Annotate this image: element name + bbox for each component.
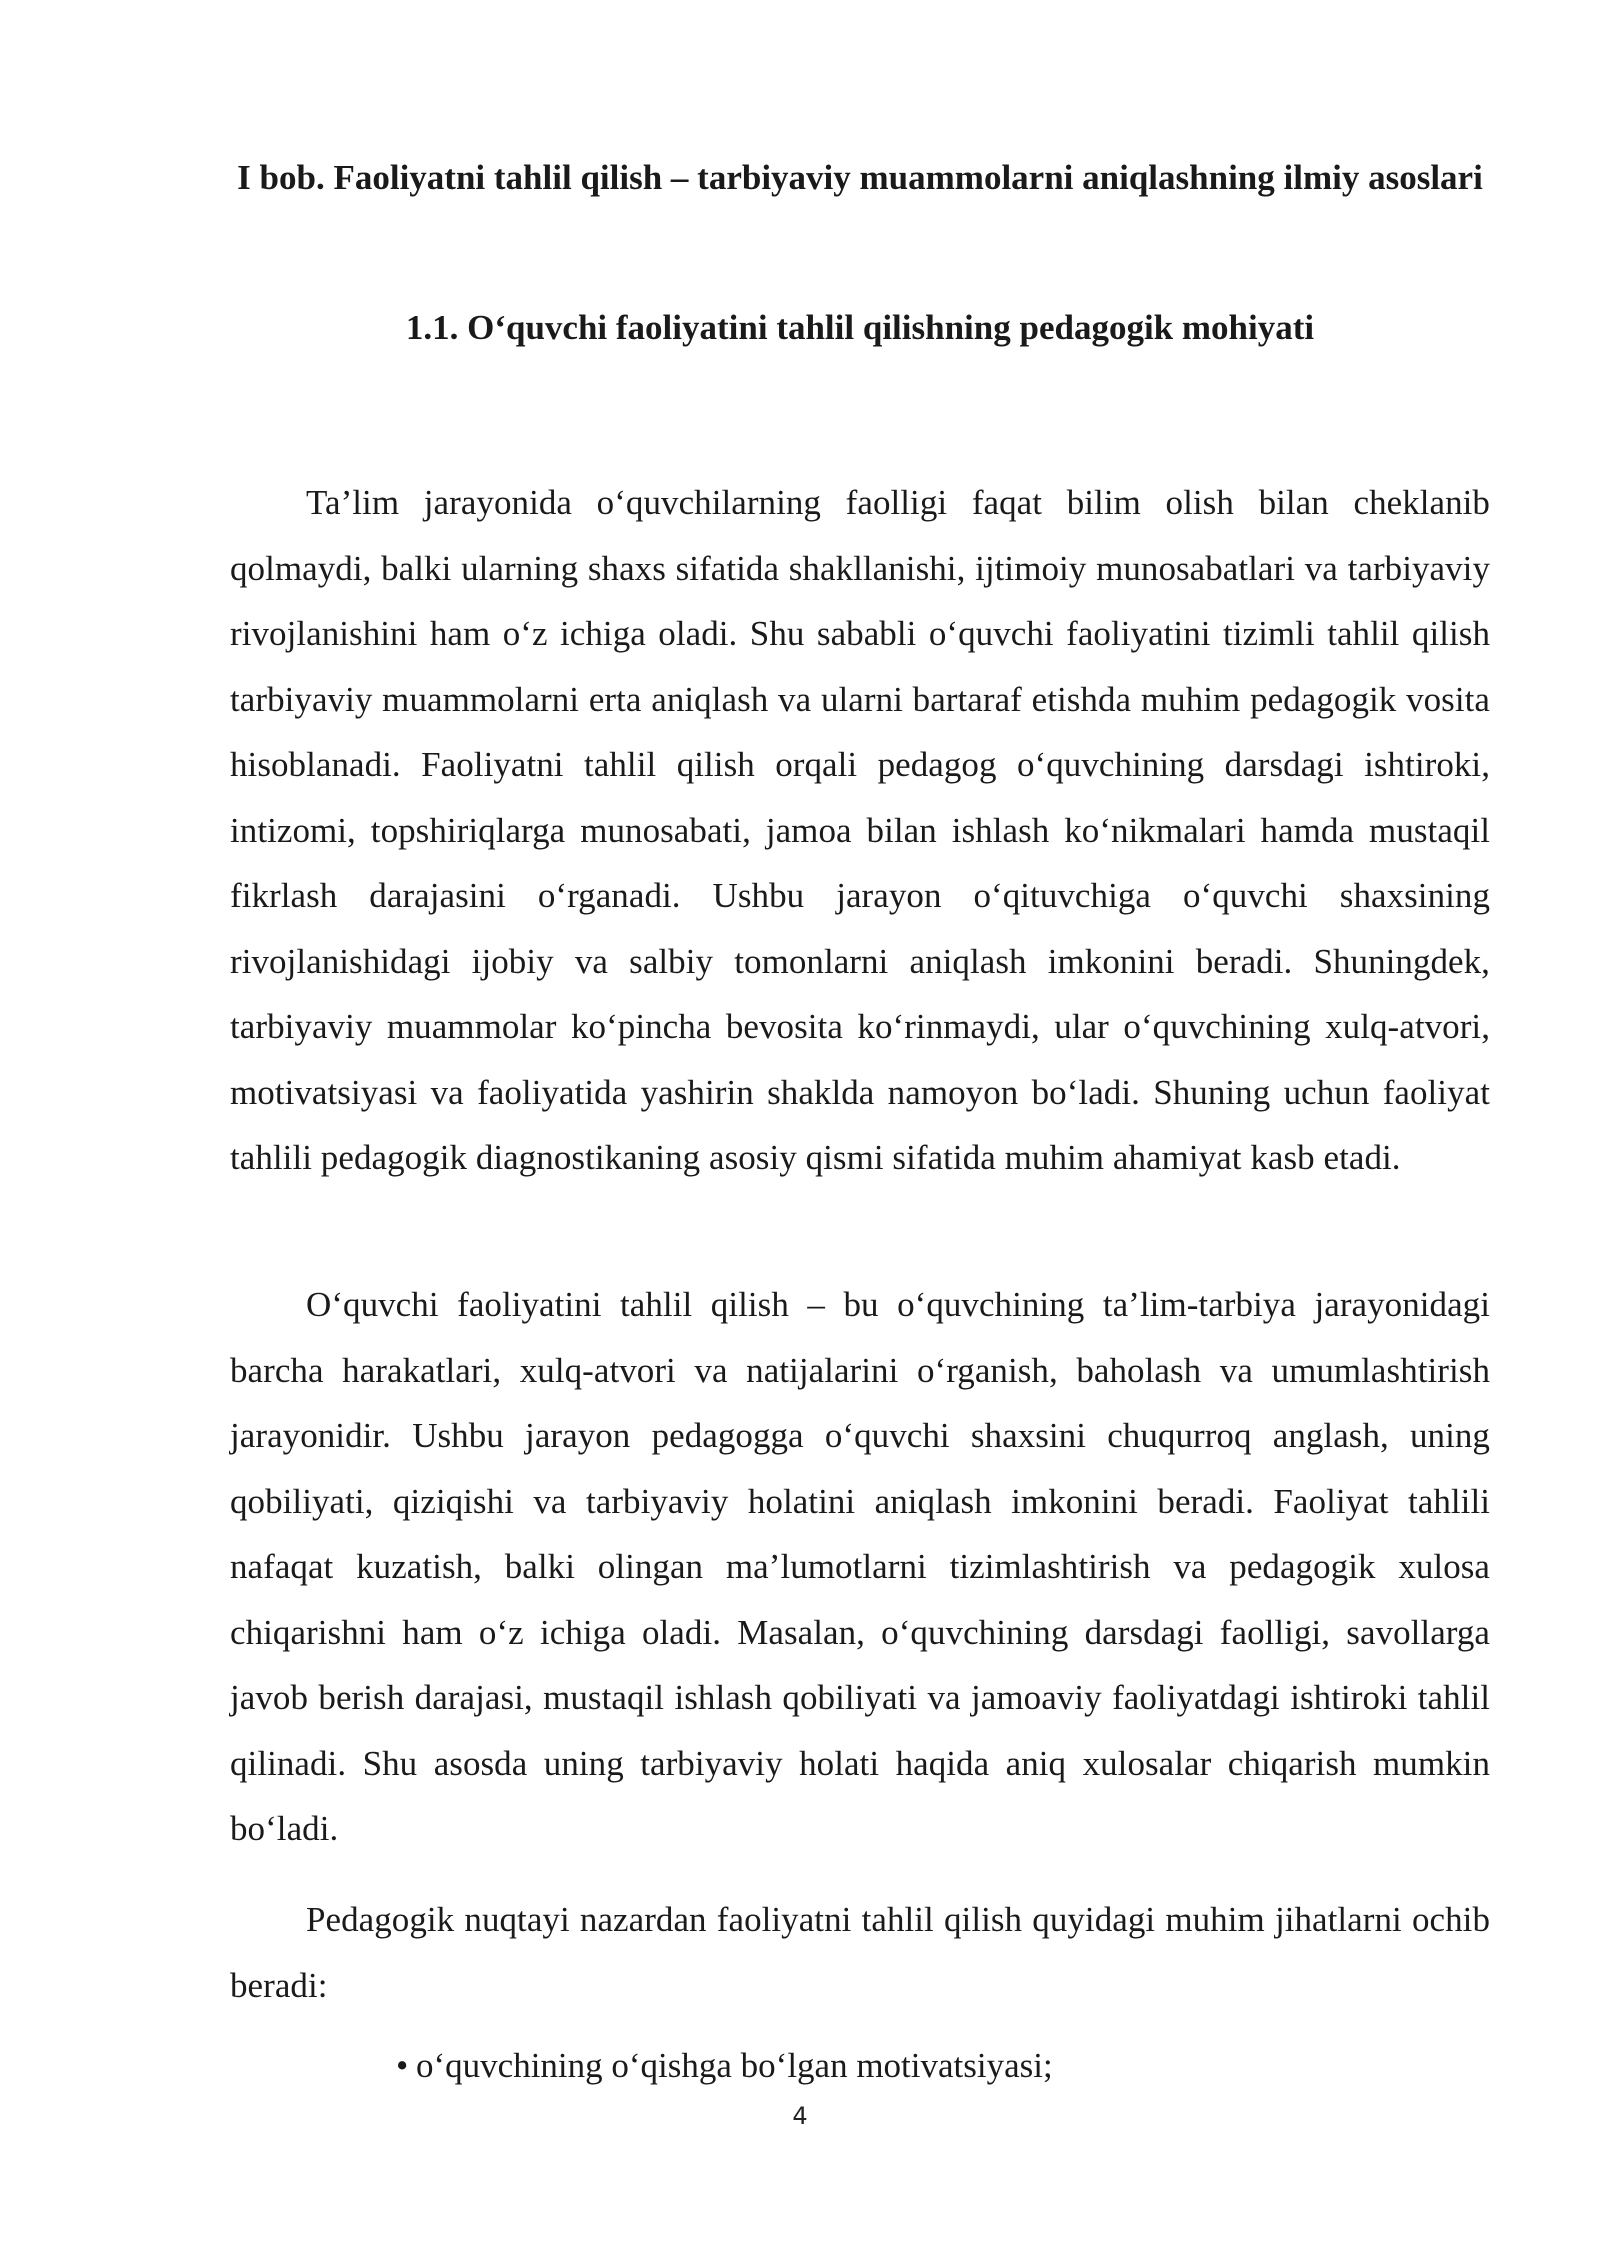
section-title: 1.1. O‘quvchi faoliyatini tahlil qilishning pedagogik mohiyati (405, 308, 1315, 347)
bullet-icon: • (396, 2046, 409, 2085)
body-paragraph-2: O‘quvchi faoliyatini tahlil qilish – bu o‘quvchining ta’lim-tarbiya jarayonidagi barcha harakatlari, xulq-atvori va natijalarini o‘rganish, baholash va umumlashtirish jarayonidir. Ushbu jarayon pedagogga o‘quvchi shaxsini chuqurroq anglash, uning qobiliyati, qiziqishi va tarbiyaviy holatini aniqlash imkonini beradi. Faoliyat tahlili nafaqat kuzatish, balki olingan ma’lumotlarni tizimlashtirish va pedagogik xulosa chiqarishni ham o‘z ichiga oladi. Masalan, o‘quvchining darsdagi faolligi, savollarga javob berish darajasi, mustaqil ishlash qobiliyati va jamoaviy faoliyatdagi ishtiroki tahlil qilinadi. Shu asosda uning tarbiyaviy holati haqida aniq xulosalar chiqarish mumkin bo‘ladi. (230, 1285, 1490, 1848)
body-paragraph-3: Pedagogik nuqtayi nazardan faoliyatni tahlil qilish quyidagi muhim jihatlarni ochib beradi: (230, 1900, 1490, 2005)
bullet-list (396, 2033, 1053, 2098)
list-item (396, 2033, 1053, 2098)
body-paragraph-1: Ta’lim jarayonida o‘quvchilarning faolligi faqat bilim olish bilan cheklanib qolmaydi, balki ularning shaxs sifatida shakllanishi, ijtimoiy munosabatlari va tarbiyaviy rivojlanishini ham o‘z ichiga oladi. Shu sababli o‘quvchi faoliyatini tizimli tahlil qilish tarbiyaviy muammolarni erta aniqlash va ularni bartaraf etishda muhim pedagogik vosita hisoblanadi. Faoliyatni tahlil qilish orqali pedagog o‘quvchining darsdagi ishtiroki, intizomi, topshiriqlarga munosabati, jamoa bilan ishlash ko‘nikmalari hamda mustaqil fikrlash darajasini o‘rganadi. Ushbu jarayon o‘qituvchiga o‘quvchi shaxsining rivojlanishidagi ijobiy va salbiy tomonlarni aniqlash imkonini beradi. Shuningdek, tarbiyaviy muammolar ko‘pincha bevosita ko‘rinmaydi, ular o‘quvchining xulq-atvori, motivatsiyasi va faoliyatida yashirin shaklda namoyon bo‘ladi. Shuning uchun faoliyat tahlili pedagogik diagnostikaning asosiy qismi sifatida muhim ahamiyat kasb etadi. (230, 483, 1490, 1177)
list-item-text: o‘quvchining o‘qishga bo‘lgan motivatsiyasi; (416, 2046, 1053, 2085)
page-number: 4 (792, 2102, 808, 2130)
chapter-title: I bob. Faoliyatni tahlil qilish – tarbiyaviy muammolarni aniqlashning ilmiy asoslari (237, 158, 1483, 197)
